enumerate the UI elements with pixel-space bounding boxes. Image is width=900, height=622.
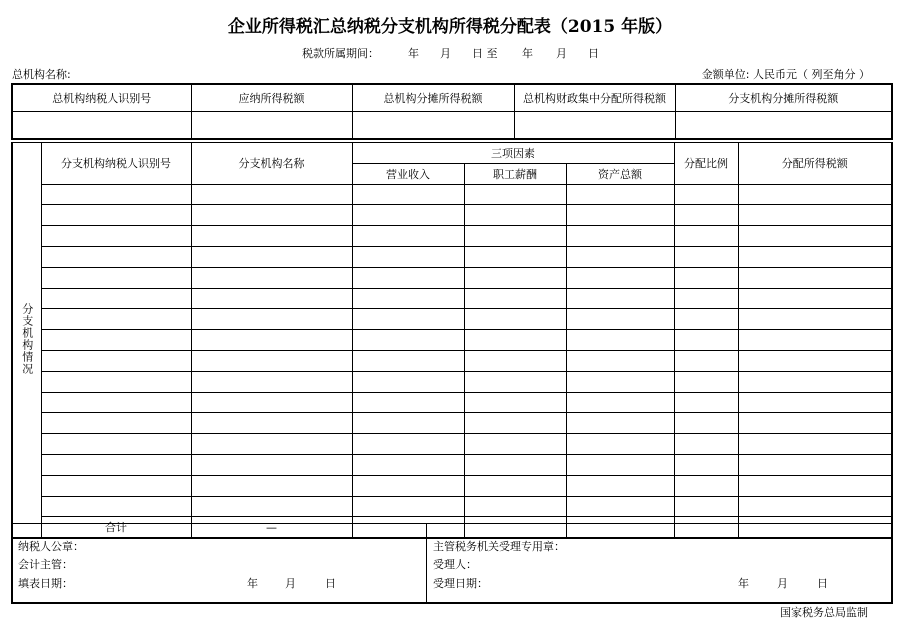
table-cell[interactable] bbox=[674, 184, 738, 205]
col-ratio: 分配比例 bbox=[674, 143, 738, 185]
col-tax-payable: 应纳所得税额 bbox=[191, 84, 352, 112]
table-row bbox=[12, 330, 892, 351]
fill-date-month: 月 bbox=[285, 577, 296, 590]
table-cell[interactable] bbox=[464, 184, 566, 205]
table-cell[interactable] bbox=[41, 288, 191, 309]
head-org-id-cell[interactable] bbox=[12, 112, 191, 140]
table-cell[interactable] bbox=[41, 475, 191, 496]
branch-side-text: 分支机构情况 bbox=[20, 302, 34, 375]
table-cell[interactable] bbox=[674, 454, 738, 475]
table-cell[interactable] bbox=[191, 454, 352, 475]
period-label: 税款所属期间： bbox=[302, 47, 379, 60]
table-row bbox=[12, 246, 892, 267]
col-head-share: 总机构分摊所得税额 bbox=[352, 84, 514, 112]
branch-table bbox=[11, 142, 893, 539]
table-cell[interactable] bbox=[191, 434, 352, 455]
col-branch-share: 分支机构分摊所得税额 bbox=[675, 84, 892, 112]
table-cell[interactable] bbox=[566, 392, 674, 413]
table-cell[interactable] bbox=[191, 267, 352, 288]
period-day-to: 日 至 bbox=[472, 47, 498, 60]
col-fiscal-share: 总机构财政集中分配所得税额 bbox=[514, 84, 675, 112]
table-cell[interactable] bbox=[191, 205, 352, 226]
table-cell[interactable] bbox=[674, 434, 738, 455]
signature-section bbox=[11, 523, 893, 604]
col-assets: 资产总额 bbox=[566, 163, 674, 184]
table-cell[interactable] bbox=[191, 392, 352, 413]
table-row bbox=[12, 184, 892, 205]
amount-unit-label: 金额单位: 人民币元（ 列至角分 ） bbox=[701, 68, 870, 81]
table-cell[interactable] bbox=[738, 309, 892, 330]
branch-side-label bbox=[12, 143, 41, 539]
table-cell[interactable] bbox=[352, 309, 464, 330]
table-row bbox=[12, 267, 892, 288]
table-cell[interactable] bbox=[674, 288, 738, 309]
table-cell[interactable] bbox=[191, 475, 352, 496]
table-cell[interactable] bbox=[352, 454, 464, 475]
table-cell[interactable] bbox=[464, 475, 566, 496]
receive-date-day: 日 bbox=[817, 577, 828, 590]
col-group-three-factors: 三项因素 bbox=[352, 143, 674, 164]
table-cell[interactable] bbox=[566, 205, 674, 226]
total-name-dash: — bbox=[191, 517, 352, 538]
table-cell[interactable] bbox=[464, 350, 566, 371]
table-row bbox=[12, 413, 892, 434]
table-cell[interactable] bbox=[464, 413, 566, 434]
taxpayer-seal-label: 纳税人公章： bbox=[18, 540, 84, 553]
table-cell[interactable] bbox=[41, 246, 191, 267]
table-row bbox=[12, 226, 892, 247]
table-cell[interactable] bbox=[674, 413, 738, 434]
table-cell[interactable] bbox=[41, 309, 191, 330]
table-cell[interactable] bbox=[674, 350, 738, 371]
table-cell[interactable] bbox=[566, 267, 674, 288]
col-head-org-id: 总机构纳税人识别号 bbox=[12, 84, 191, 112]
fiscal-share-cell[interactable] bbox=[514, 112, 675, 140]
table-cell[interactable] bbox=[738, 413, 892, 434]
table-cell[interactable] bbox=[191, 413, 352, 434]
table-cell[interactable] bbox=[191, 184, 352, 205]
table-cell[interactable] bbox=[464, 330, 566, 351]
table-cell[interactable] bbox=[674, 205, 738, 226]
period-year-1: 年 bbox=[408, 47, 419, 60]
table-row bbox=[12, 475, 892, 496]
table-cell[interactable] bbox=[566, 475, 674, 496]
table-cell[interactable] bbox=[738, 434, 892, 455]
table-cell[interactable] bbox=[566, 413, 674, 434]
table-cell[interactable] bbox=[674, 267, 738, 288]
table-cell[interactable] bbox=[738, 330, 892, 351]
table-cell[interactable] bbox=[738, 205, 892, 226]
period-month-1: 月 bbox=[440, 47, 451, 60]
table-cell[interactable] bbox=[566, 288, 674, 309]
footer-supervisor: 国家税务总局监制 bbox=[780, 606, 868, 619]
table-cell[interactable] bbox=[41, 267, 191, 288]
table-row bbox=[12, 392, 892, 413]
table-cell[interactable] bbox=[191, 350, 352, 371]
table-cell[interactable] bbox=[352, 246, 464, 267]
table-cell[interactable] bbox=[191, 496, 352, 517]
table-cell[interactable] bbox=[41, 392, 191, 413]
receive-date-month: 月 bbox=[777, 577, 788, 590]
col-branch-id: 分支机构纳税人识别号 bbox=[41, 143, 191, 185]
table-cell[interactable] bbox=[191, 330, 352, 351]
table-cell[interactable] bbox=[738, 267, 892, 288]
table-cell[interactable] bbox=[41, 226, 191, 247]
table-cell[interactable] bbox=[738, 371, 892, 392]
table-cell[interactable] bbox=[464, 434, 566, 455]
table-cell[interactable] bbox=[41, 434, 191, 455]
table-cell[interactable] bbox=[191, 371, 352, 392]
table-cell[interactable] bbox=[738, 246, 892, 267]
period-month-2: 月 bbox=[556, 47, 567, 60]
table-cell[interactable] bbox=[674, 309, 738, 330]
receive-date-label: 受理日期： bbox=[433, 577, 488, 590]
receiver-label: 受理人： bbox=[433, 558, 477, 571]
table-cell[interactable] bbox=[352, 267, 464, 288]
table-cell[interactable] bbox=[41, 205, 191, 226]
table-cell[interactable] bbox=[41, 371, 191, 392]
table-cell[interactable] bbox=[674, 371, 738, 392]
table-row bbox=[12, 350, 892, 371]
table-row bbox=[12, 434, 892, 455]
table-cell[interactable] bbox=[191, 246, 352, 267]
table-cell[interactable] bbox=[566, 246, 674, 267]
total-label: 合计 bbox=[41, 517, 191, 538]
head-org-name-label: 总机构名称: bbox=[12, 68, 71, 81]
table-cell[interactable] bbox=[464, 267, 566, 288]
table-cell[interactable] bbox=[352, 226, 464, 247]
signature-divider bbox=[426, 524, 427, 602]
table-row bbox=[12, 288, 892, 309]
head-org-table bbox=[11, 83, 893, 140]
table-cell[interactable] bbox=[674, 226, 738, 247]
fill-date-year: 年 bbox=[247, 577, 258, 590]
table-cell[interactable] bbox=[464, 246, 566, 267]
table-cell[interactable] bbox=[464, 309, 566, 330]
table-row bbox=[12, 309, 892, 330]
table-cell[interactable] bbox=[352, 205, 464, 226]
table-cell[interactable] bbox=[674, 475, 738, 496]
col-branch-name: 分支机构名称 bbox=[191, 143, 352, 185]
table-cell[interactable] bbox=[191, 288, 352, 309]
table-cell[interactable] bbox=[566, 350, 674, 371]
table-cell[interactable] bbox=[738, 184, 892, 205]
period-year-2: 年 bbox=[522, 47, 533, 60]
table-cell[interactable] bbox=[191, 309, 352, 330]
table-row bbox=[12, 496, 892, 517]
table-cell[interactable] bbox=[464, 371, 566, 392]
table-cell[interactable] bbox=[41, 496, 191, 517]
authority-seal-label: 主管税务机关受理专用章： bbox=[433, 540, 565, 553]
table-cell[interactable] bbox=[566, 309, 674, 330]
table-cell[interactable] bbox=[464, 392, 566, 413]
table-cell[interactable] bbox=[738, 496, 892, 517]
table-cell[interactable] bbox=[738, 392, 892, 413]
accountant-label: 会计主管： bbox=[18, 558, 73, 571]
table-cell[interactable] bbox=[41, 184, 191, 205]
table-cell[interactable] bbox=[191, 226, 352, 247]
fill-date-label: 填表日期： bbox=[18, 577, 73, 590]
col-salary: 职工薪酬 bbox=[464, 163, 566, 184]
table-cell[interactable] bbox=[352, 392, 464, 413]
table-cell[interactable] bbox=[566, 434, 674, 455]
table-cell[interactable] bbox=[566, 330, 674, 351]
table-cell[interactable] bbox=[566, 184, 674, 205]
table-cell[interactable] bbox=[352, 413, 464, 434]
table-cell[interactable] bbox=[464, 496, 566, 517]
col-revenue: 营业收入 bbox=[352, 163, 464, 184]
table-cell[interactable] bbox=[464, 288, 566, 309]
table-cell[interactable] bbox=[674, 496, 738, 517]
table-cell[interactable] bbox=[674, 330, 738, 351]
table-cell[interactable] bbox=[41, 454, 191, 475]
table-cell[interactable] bbox=[41, 413, 191, 434]
table-cell[interactable] bbox=[352, 330, 464, 351]
table-cell[interactable] bbox=[41, 330, 191, 351]
table-cell[interactable] bbox=[352, 434, 464, 455]
table-cell[interactable] bbox=[674, 246, 738, 267]
receive-date-year: 年 bbox=[738, 577, 749, 590]
table-row bbox=[12, 454, 892, 475]
table-cell[interactable] bbox=[566, 371, 674, 392]
table-cell[interactable] bbox=[566, 496, 674, 517]
table-cell[interactable] bbox=[674, 392, 738, 413]
table-cell[interactable] bbox=[464, 226, 566, 247]
table-cell[interactable] bbox=[464, 454, 566, 475]
table-cell[interactable] bbox=[738, 454, 892, 475]
branch-share-cell[interactable] bbox=[675, 112, 892, 140]
table-cell[interactable] bbox=[41, 350, 191, 371]
page-title: 企业所得税汇总纳税分支机构所得税分配表（2015 年版） bbox=[227, 17, 673, 37]
table-cell[interactable] bbox=[352, 475, 464, 496]
table-cell[interactable] bbox=[738, 288, 892, 309]
table-cell[interactable] bbox=[352, 496, 464, 517]
table-row bbox=[12, 371, 892, 392]
table-cell[interactable] bbox=[738, 350, 892, 371]
table-cell[interactable] bbox=[352, 184, 464, 205]
table-cell[interactable] bbox=[352, 350, 464, 371]
table-cell[interactable] bbox=[566, 454, 674, 475]
period-day-2: 日 bbox=[588, 47, 599, 60]
table-cell[interactable] bbox=[738, 226, 892, 247]
table-cell[interactable] bbox=[352, 288, 464, 309]
tax-payable-cell[interactable] bbox=[191, 112, 352, 140]
col-alloc-tax: 分配所得税额 bbox=[738, 143, 892, 185]
table-cell[interactable] bbox=[352, 371, 464, 392]
head-share-cell[interactable] bbox=[352, 112, 514, 140]
table-cell[interactable] bbox=[566, 226, 674, 247]
table-row bbox=[12, 205, 892, 226]
table-cell[interactable] bbox=[738, 475, 892, 496]
table-cell[interactable] bbox=[464, 205, 566, 226]
fill-date-day: 日 bbox=[325, 577, 336, 590]
